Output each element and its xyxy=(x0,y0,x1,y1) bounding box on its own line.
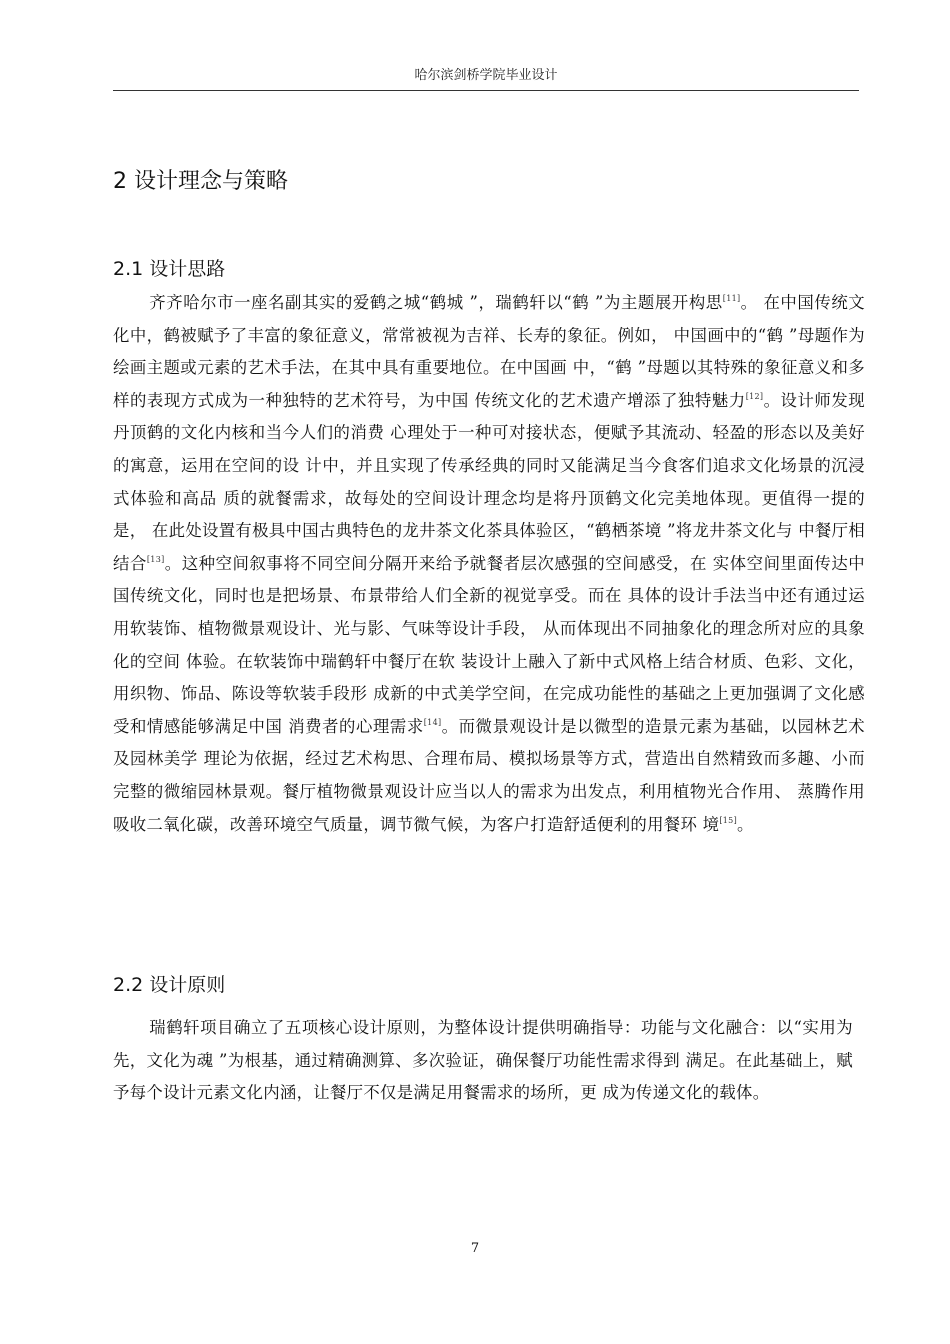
page-number: 7 xyxy=(470,1241,480,1256)
citation-12: [12] xyxy=(745,391,764,401)
header-rule xyxy=(113,90,859,91)
text-run: 瑞鹤轩项目确立了五项核心设计原则，为整体设计提供明确指导：功能与文化融合：以“实用为先，文化为魂 ”为根基，通过精确测算、多次验证，确保餐厅功能性需求得到 满足。在此基础上，赋予每个设计元素文化内涵，让餐厅不仅是满足用餐需求的场所，更 成为传递文化的载体。 xyxy=(113,1018,853,1103)
text-run: 。而微景观设计是以微型的造景元素为基础，以园林艺术及园林美学 理论为依据，经过艺术构思、合理布局、模拟场景等方式，营造出自然精致而多趣、小而 完整的微缩园林景观。餐厅植物微景观设计应当以人的需求为出发点，利用植物光合作用、 蒸腾作用吸收二氧化碳，改善环境空气质量，调节微气候，为客户打造舒适便利的用餐环 境 xyxy=(113,716,865,834)
citation-14: [14] xyxy=(423,717,442,727)
citation-15: [15] xyxy=(719,815,737,825)
text-run: 齐齐哈尔市一座名副其实的爱鹤之城“鹤城 ”，瑞鹤轩以“鹤 ”为主题展开构思 xyxy=(149,293,723,312)
chapter-title: 2 设计理念与策略 xyxy=(113,169,288,194)
citation-13: [13] xyxy=(146,554,165,564)
running-header: 哈尔滨剑桥学院毕业设计 xyxy=(414,68,558,83)
section-title-2-1: 2.1 设计思路 xyxy=(113,258,226,280)
citation-11: [11] xyxy=(722,294,741,303)
text-run: 。这种空间叙事将不同空间分隔开来给予就餐者层次感强的空间感受，在 实体空间里面传达中国传统文化，同时也是把场景、布景带给人们全新的视觉享受。而在 具体的设计手法当中还有通过运用软装饰、植物微景观设计、光与影、气味等设计手段， 从而体现出不同抽象化的理念所对应的具象化的空间 体验。在软装饰中瑞鹤轩中餐厅在软 装设计上融入了新中式风格上结合材质、色彩、文化，用织物、饰品、陈设等软装手段形 成新的中式美学空间，在完成功能性的基础之上更加强调了文化感受和情感能够满足中国 消费者的心理需求 xyxy=(113,553,865,736)
body-paragraph-2-1 xyxy=(113,287,865,841)
body-paragraph-2-2 xyxy=(113,1012,853,1110)
section-title-2-2: 2.2 设计原则 xyxy=(113,974,226,996)
text-run: 。 在中国传统文化中，鹤被赋予了丰富的象征意义，常常被视为吉祥、长寿的象征。例如， 中国画中的“鹤 ”母题作为绘画主题或元素的艺术手法，在其中具有重要地位。在中国画 中，“鹤 ”母题以其特殊的象征意义和多样的表现方式成为一种独特的艺术符号，为中国 传统文化的艺术遗产增添了独特魅力 xyxy=(113,293,865,410)
text-run: 。 xyxy=(737,814,754,834)
text-run: 。设计师发现丹顶鹤的文化内核和当今人们的消费 心理处于一种可对接状态，便赋予其流动、轻盈的形态以及美好的寓意，运用在空间的设 计中，并且实现了传承经典的同时又能满足当今食客们追求文化场景的沉浸式体验和高品 质的就餐需求，故每处的空间设计理念均是将丹顶鹤文化完美地体现。更值得一提的是， 在此处设置有极具中国古典特色的龙井茶文化茶具体验区，“鹤栖茶境 ”将龙井茶文化与 中餐厅相结合 xyxy=(113,390,865,573)
